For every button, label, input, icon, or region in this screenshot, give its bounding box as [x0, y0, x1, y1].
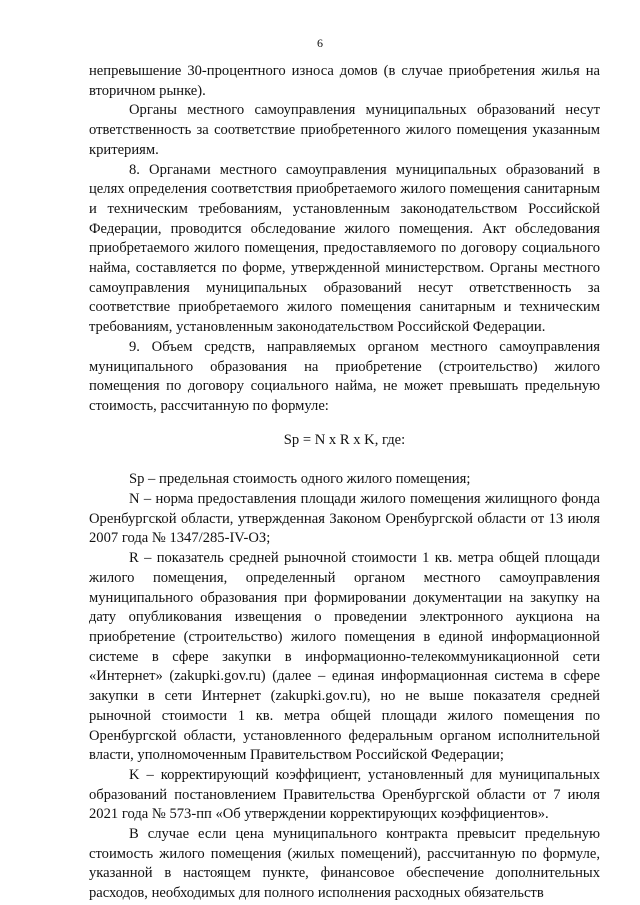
definition-r: R – показатель средней рыночной стоимости 1 кв. метра общей площади жилого помещения, определенный органом местного самоуправления муниципального образования при формировании документации на закупку на дату опубликования извещения о проведении электронного аукциона на приобретение (строительство) жилого помещения в единой информационной системе в сфере закупки в информационно-телекоммуникационной сети «Интернет» (zakupki.gov.ru) (далее – единая информационная система в сфере закупки в сети Интернет (zakupki.gov.ru), но не выше показателя средней рыночной стоимости 1 кв. метра общей площади жилого помещения по Оренбургской области, установленного федеральным органом исполнительной власти, уполномоченным Правительством Российской Федерации;	[89, 550, 600, 764]
definition-sp: Sp – предельная стоимость одного жилого помещения;	[129, 471, 471, 488]
paragraph-continuation: непревышение 30-процентного износа домов (в случае приобретения жилья на вторичном рынке).	[89, 63, 600, 99]
paragraph-contract-price: В случае если цена муниципального контракта превысит предельную стоимость жилого помещения (жилых помещений), рассчитанную по формуле, указанной в настоящем пункте, финансовое обеспечение дополнительных расходов, необходимых для полного исполнения расходных обязательств	[89, 826, 600, 902]
document-body	[89, 62, 600, 904]
paragraph-item-8: 8. Органами местного самоуправления муниципальных образований в целях определения соответствия приобретаемого жилого помещения санитарным и техническим требованиям, установленным законодательством Российской Федерации, проводится обследование жилого помещения. Акт обследования приобретаемого жилого помещения, предоставляемого по договору социального найма, составляется по форме, утвержденной министерством. Органы местного самоуправления муниципальных образований несут ответственность за соответствие приобретаемого жилого помещения санитарным и техническим требованиям, установленным законодательством Российской Федерации.	[89, 161, 600, 336]
page-number: 6	[317, 36, 323, 50]
paragraph-responsibility: Органы местного самоуправления муниципальных образований несут ответственность за соответствие приобретенного жилого помещения указанным критериям.	[89, 102, 600, 158]
paragraph-item-9: 9. Объем средств, направляемых органом местного самоуправления муниципального образования на приобретение (строительство) жилого помещения по договору социального найма, не может превышать предельную стоимость, рассчитанную по формуле:	[89, 338, 600, 414]
definition-k: K – корректирующий коэффициент, установленный для муниципальных образований постановлением Правительства Оренбургской области от 7 июля 2021 года № 573-пп «Об утверждении корректирующих коэффициентов».	[89, 766, 600, 823]
formula: Sp = N x R x K, где:	[283, 431, 406, 448]
definition-n: N – норма предоставления площади жилого помещения жилищного фонда Оренбургской области, утвержденная Законом Оренбургской области от 13 июля 2007 года № 1347/285-IV-ОЗ;	[89, 491, 600, 547]
